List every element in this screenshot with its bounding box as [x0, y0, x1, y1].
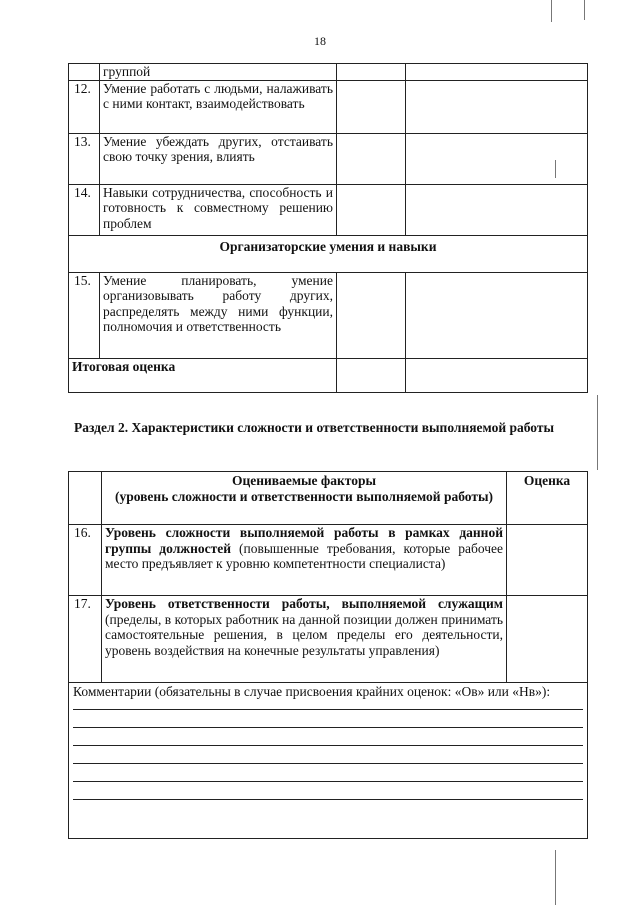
table-row: [69, 64, 588, 81]
comments-row: [69, 683, 588, 839]
scan-edge-mark: [584, 0, 585, 20]
comment-cell[interactable]: [406, 272, 588, 358]
scan-edge-mark: [555, 160, 556, 178]
score-cell[interactable]: [337, 272, 406, 358]
table-row: [69, 133, 588, 184]
header-number-cell: [69, 472, 102, 525]
comment-cell[interactable]: [406, 133, 588, 184]
table-row: [69, 596, 588, 683]
row-text-normal: (пределы, в которых работник на данной позиции должен принимать самостоятельные решения, в целом пределы его деятельности, уровень воздействия на конечные результаты управления): [105, 611, 503, 658]
page-number: 18: [314, 34, 326, 48]
table-row: [69, 80, 588, 133]
row-text: Навыки сотрудничества, способность и готовность к совместному решению проблем: [100, 184, 337, 235]
comment-cell[interactable]: [406, 64, 588, 81]
row-number: 17.: [69, 596, 102, 683]
comment-line[interactable]: [73, 763, 583, 764]
comment-line[interactable]: [73, 781, 583, 782]
row-text: [102, 596, 507, 683]
score-cell[interactable]: [337, 133, 406, 184]
row-text: Умение убеждать других, отстаивать свою точку зрения, влиять: [100, 133, 337, 184]
scan-edge-mark: [551, 0, 552, 22]
row-number: [69, 64, 100, 81]
section-header-row: [69, 235, 588, 272]
row-number: 12.: [69, 80, 100, 133]
row-number: 14.: [69, 184, 100, 235]
row-number: 15.: [69, 272, 100, 358]
skills-table: [68, 63, 588, 393]
factors-header-subtitle: (уровень сложности и ответственности выполняемой работы): [114, 488, 494, 504]
comments-label: Комментарии (обязательны в случае присвоения крайних оценок: «Ов» или «Нв»):: [73, 684, 551, 699]
total-row: [69, 358, 588, 392]
comments-cell[interactable]: [69, 683, 588, 839]
score-header: Оценка: [507, 472, 588, 525]
row-text-normal: (повышенные требования, которые рабочее место предъявляет к уровню компетентности специалиста): [105, 540, 503, 571]
row-text: группой: [100, 64, 337, 81]
comment-cell[interactable]: [406, 80, 588, 133]
row-number: 13.: [69, 133, 100, 184]
row-text: Умение работать с людьми, налаживать с ними контакт, взаимодействовать: [100, 80, 337, 133]
row-text: [102, 525, 507, 596]
total-label: Итоговая оценка: [69, 358, 337, 392]
factors-header: [102, 472, 507, 525]
row-text-bold: Уровень сложности выполняемой работы в рамках данной группы должностей: [105, 525, 503, 556]
score-cell[interactable]: [507, 525, 588, 596]
comment-cell[interactable]: [406, 184, 588, 235]
table-row: [69, 272, 588, 358]
section-2-heading: Раздел 2. Характеристики сложности и ответственности выполняемой работы: [74, 420, 555, 435]
scan-edge-mark: [597, 395, 598, 470]
scan-edge-mark: [555, 850, 556, 905]
comment-line[interactable]: [73, 799, 583, 800]
complexity-table: [68, 471, 588, 839]
score-cell[interactable]: [337, 184, 406, 235]
comment-line[interactable]: [73, 727, 583, 728]
header-row: [69, 472, 588, 525]
row-text-bold: Уровень ответственности работы, выполняемой служащим: [105, 596, 503, 611]
score-cell[interactable]: [507, 596, 588, 683]
score-cell[interactable]: [337, 80, 406, 133]
section-header: Организаторские умения и навыки: [69, 235, 588, 272]
factors-header-title: Оцениваемые факторы: [231, 473, 377, 488]
comment-line[interactable]: [73, 709, 583, 710]
total-comment-cell[interactable]: [406, 358, 588, 392]
comment-line[interactable]: [73, 745, 583, 746]
row-text: Умение планировать, умение организовывать работу других, распределять между ними функции, полномочия и ответственность: [100, 272, 337, 358]
table-row: [69, 184, 588, 235]
score-cell[interactable]: [337, 64, 406, 81]
table-row: [69, 525, 588, 596]
total-score-cell[interactable]: [337, 358, 406, 392]
row-number: 16.: [69, 525, 102, 596]
